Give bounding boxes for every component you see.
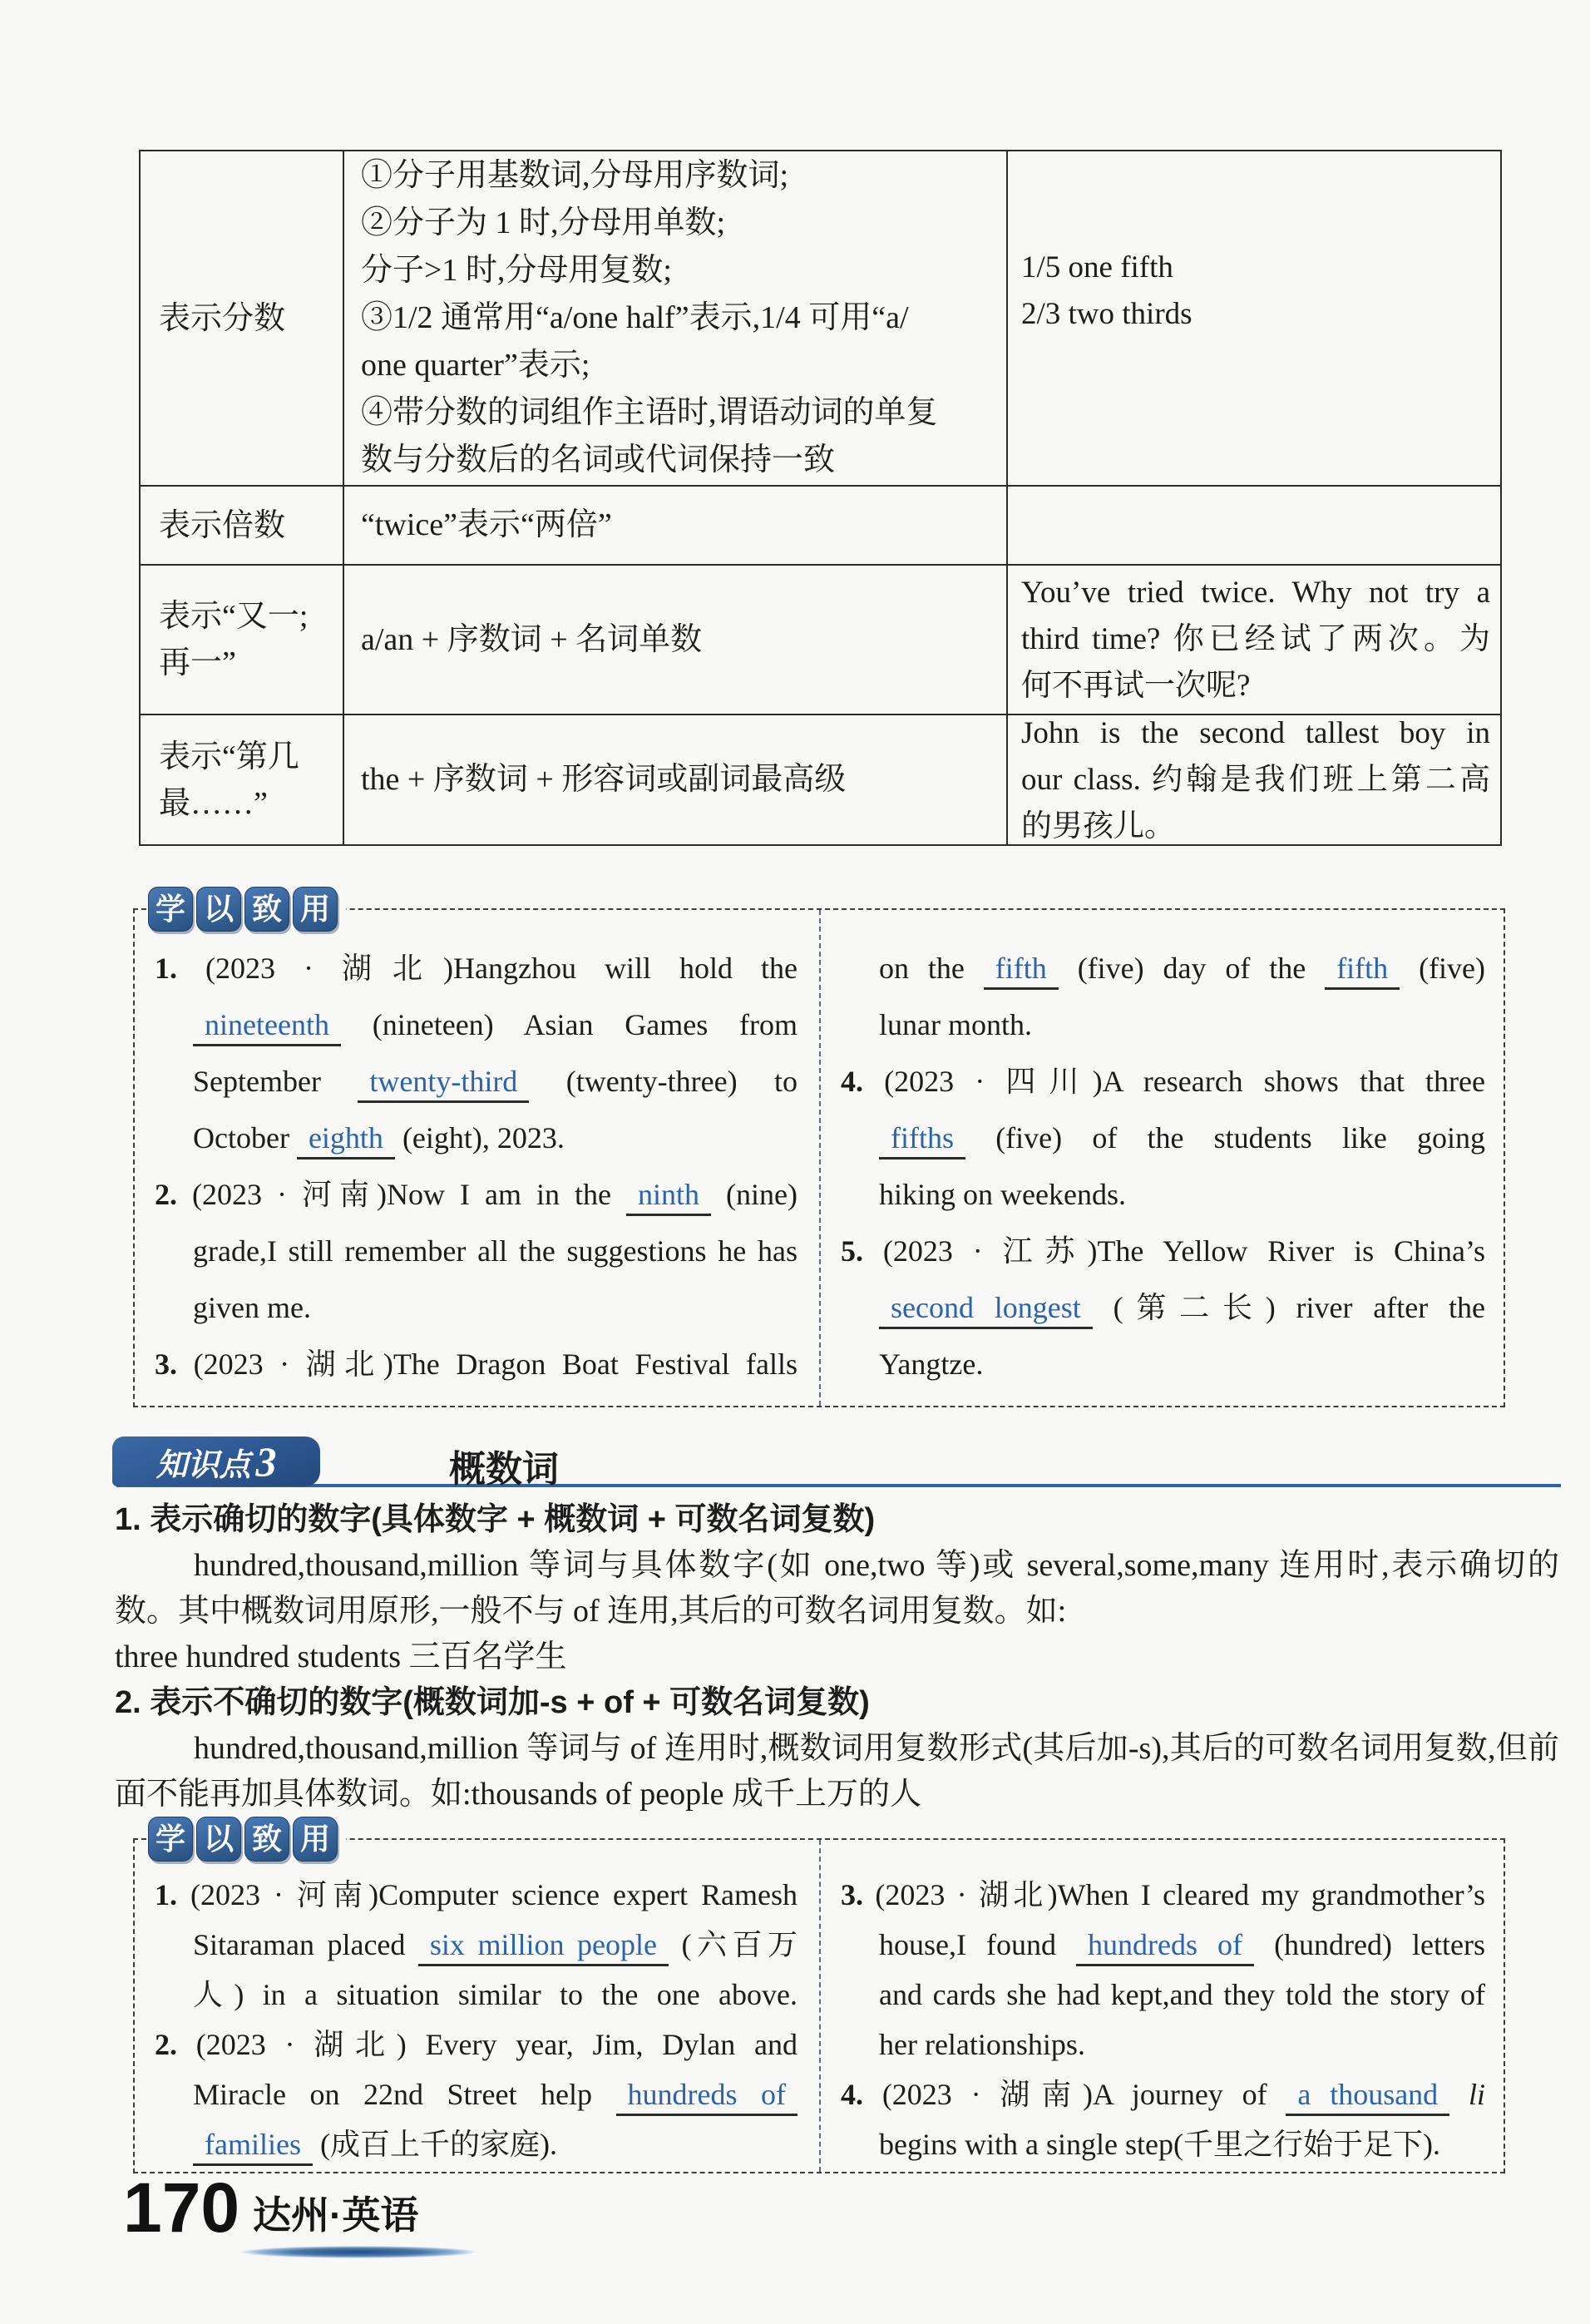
exercise-line	[155, 940, 797, 996]
apply-badge-1	[146, 883, 346, 937]
exercise-line	[155, 1166, 797, 1223]
text-run: (六百万	[681, 1928, 797, 1961]
table-rule-cell	[344, 715, 1008, 846]
answer-blank: hundreds of	[616, 2078, 798, 2116]
table-rule-cell	[344, 151, 1008, 487]
text-run: (成百上千的家庭).	[319, 2128, 557, 2161]
exercise-box-1	[133, 908, 1505, 1407]
text-run: (2023 · 四川)A research shows that three	[884, 1065, 1486, 1098]
exercise-line	[841, 1336, 1485, 1392]
cell-line: 表示分数	[159, 300, 286, 336]
knowledge-paragraph: hundred,thousand,million 等词与 of 连用时,概数词用复数形式(其后加-s),其后的可数名词用复数,但前面不能再加具体数词。如:thousands of people 成千上万的人	[115, 1731, 1559, 1812]
table-label-cell	[141, 715, 344, 846]
table-example-cell	[1008, 487, 1502, 566]
text-run: (2023 · 河南)Computer science expert Ramesh	[190, 1878, 797, 1911]
item-number: 2.	[155, 1178, 177, 1211]
cell-line: 分子>1 时,分母用复数;	[361, 253, 672, 288]
cell-line: ③1/2 通常用“a/one half”表示,1/4 可用“a/	[361, 300, 909, 335]
apply-badge-2	[146, 1813, 346, 1867]
knowledge-point-text	[115, 1497, 1559, 1817]
knowledge-point-label: 知识点	[156, 1447, 251, 1483]
text-run: (five)	[1419, 952, 1486, 985]
text-run: grade,I still remember all the suggestions he has	[193, 1234, 797, 1268]
cell-line: the + 序数词 + 形容词或副词最高级	[361, 762, 847, 797]
text-run: given me.	[193, 1291, 311, 1324]
text-run: (2023 · 江苏)The Yellow River is China’s	[882, 1234, 1486, 1268]
cell-line: 表示“第几	[159, 739, 299, 774]
cell-line: a/an + 序数词 + 名词单数	[361, 621, 703, 657]
text-run: (2023 · 湖北)When I cleared my grandmother’s	[875, 1878, 1485, 1911]
apply-badge-character: 致	[244, 887, 289, 932]
exercise-box-2	[133, 1838, 1505, 2173]
exercise-box-1-left-column	[135, 910, 819, 1406]
cell-line: 表示倍数	[159, 507, 286, 543]
text-run: 人) in a situation similar to the one above.	[193, 1978, 797, 2011]
text-run: hiking on weekends.	[879, 1178, 1126, 1211]
exercise-line	[155, 2069, 797, 2119]
exercise-box-1-right-column	[819, 910, 1504, 1406]
section-title: 概数词	[449, 1449, 559, 1490]
table-rule-cell	[344, 487, 1008, 566]
exercise-line	[155, 1970, 797, 2020]
cell-line: our class. 约翰是我们班上第二高	[1021, 762, 1490, 797]
item-number: 2.	[155, 2028, 177, 2061]
table-example-cell	[1008, 715, 1502, 846]
exercise-line	[841, 940, 1485, 996]
table-label-cell	[141, 151, 344, 487]
exercise-line	[155, 996, 797, 1053]
apply-badge-character: 学	[148, 1817, 193, 1862]
cell-line: ②分子为 1 时,分母用单数;	[361, 205, 726, 240]
text-run: (nineteen) Asian Games from	[372, 1008, 797, 1041]
item-number: 3.	[841, 1878, 863, 1911]
exercise-line	[841, 996, 1485, 1053]
exercise-line	[841, 1110, 1485, 1166]
exercise-line	[841, 2119, 1485, 2169]
cell-line: third time? 你已经试了两次。为	[1021, 622, 1490, 656]
cell-line: John is the second tallest boy in	[1021, 715, 1490, 750]
knowledge-paragraph: 2. 表示不确切的数字(概数词加-s + of + 可数名词复数)	[115, 1685, 870, 1720]
table-label-cell	[141, 487, 344, 566]
text-run: (2023 · 河南)Now I am in the	[192, 1178, 611, 1211]
cell-line: ④带分数的词组作主语时,谓语动词的单复	[361, 395, 938, 430]
text-run: begins with a single step(千里之行始于足下).	[879, 2128, 1440, 2161]
item-number: 1.	[155, 1878, 177, 1911]
text-run: (第二长) river after the	[1113, 1291, 1485, 1324]
answer-blank: a thousand	[1286, 2078, 1449, 2116]
answer-blank: eighth	[297, 1121, 395, 1160]
answer-blank: fifths	[879, 1121, 965, 1160]
apply-badge-character: 以	[196, 887, 241, 932]
text-run: house,I found	[879, 1928, 1056, 1961]
grammar-table	[139, 150, 1502, 846]
text-run: (twenty-three) to	[565, 1065, 797, 1098]
text-run: Sitaraman placed	[193, 1928, 406, 1961]
exercise-line	[155, 1053, 797, 1110]
text-run: (2023 · 湖南)A journey of	[881, 2078, 1267, 2111]
exercise-line	[155, 1870, 797, 1920]
answer-blank: families	[193, 2128, 313, 2166]
book-title: 达州·英语	[253, 2193, 419, 2237]
cell-line: 1/5 one fifth	[1021, 250, 1173, 284]
item-number: 1.	[155, 952, 177, 985]
answer-blank: twenty-third	[358, 1065, 529, 1103]
knowledge-paragraph: 1. 表示确切的数字(具体数字 + 概数词 + 可数名词复数)	[115, 1502, 876, 1537]
cell-line: “twice”表示“两倍”	[361, 507, 612, 542]
cell-line: 数与分数后的名词或代词保持一致	[361, 443, 836, 477]
footer-swoosh-decoration	[239, 2246, 477, 2258]
exercise-box-2-left-column	[135, 1840, 819, 2172]
answer-blank: second longest	[879, 1291, 1093, 1329]
text-run: and cards she had kept,and they told the story of	[879, 1978, 1485, 2011]
table-example-cell	[1008, 566, 1502, 715]
answer-blank: nineteenth	[193, 1008, 341, 1046]
exercise-box-2-right-column	[819, 1840, 1504, 2172]
cell-line: 再一”	[159, 645, 236, 680]
section-underline	[116, 1484, 1561, 1487]
exercise-line	[155, 1336, 797, 1392]
apply-badge-character: 以	[196, 1817, 241, 1862]
text-run: (five) of the students like going	[995, 1121, 1485, 1155]
text-run: (nine)	[726, 1178, 798, 1211]
apply-badge-character: 用	[293, 1817, 338, 1862]
page-number: 170	[123, 2168, 240, 2247]
italic-term: li	[1469, 2078, 1486, 2111]
answer-blank: hundreds of	[1076, 1928, 1254, 1966]
exercise-line	[155, 2119, 797, 2169]
answer-blank: fifth	[1325, 952, 1400, 990]
cell-line: 表示“又一;	[159, 599, 309, 634]
text-run: (eight), 2023.	[402, 1121, 565, 1155]
text-run: (five) day of the	[1077, 952, 1306, 985]
text-run: September	[193, 1065, 321, 1098]
cell-line: 最……”	[159, 785, 268, 821]
text-run: October	[193, 1121, 289, 1155]
cell-line: ①分子用基数词,分母用序数词;	[361, 158, 789, 193]
exercise-line	[841, 2020, 1485, 2069]
exercise-line	[155, 1110, 797, 1166]
text-run: (2023 · 湖北)Hangzhou will hold the	[205, 952, 798, 985]
exercise-line	[155, 1279, 797, 1336]
table-label-cell	[141, 566, 344, 715]
knowledge-paragraph: three hundred students 三百名学生	[115, 1639, 567, 1674]
knowledge-point-number: 3	[255, 1438, 277, 1485]
knowledge-paragraph: hundred,thousand,million 等词与具体数字(如 one,two 等)或 several,some,many 连用时,表示确切的数。其中概数词用原形,一般不与 of 连用,其后的可数名词用复数。如:	[115, 1548, 1559, 1629]
answer-blank: six million people	[418, 1928, 669, 1966]
exercise-line	[841, 1279, 1485, 1336]
item-number: 4.	[841, 1065, 863, 1098]
exercise-line	[155, 1223, 797, 1279]
exercise-line	[841, 1053, 1485, 1110]
cell-line: You’ve tried twice. Why not try a	[1021, 576, 1490, 610]
cell-line: 2/3 two thirds	[1021, 297, 1192, 331]
text-run: lunar month.	[879, 1008, 1032, 1041]
text-run: Miracle on 22nd Street help	[193, 2078, 592, 2111]
item-number: 4.	[841, 2078, 863, 2111]
exercise-line	[841, 1870, 1485, 1920]
item-number: 3.	[155, 1347, 177, 1381]
text-run: (hundred) letters	[1274, 1928, 1485, 1961]
exercise-line	[841, 1223, 1485, 1279]
exercise-line	[155, 1920, 797, 1970]
exercise-line	[841, 2069, 1485, 2119]
knowledge-point-badge	[112, 1436, 320, 1486]
exercise-line	[155, 2020, 797, 2069]
cell-line: one quarter”表示;	[361, 348, 590, 383]
answer-blank: fifth	[984, 952, 1059, 990]
answer-blank: ninth	[626, 1178, 711, 1216]
table-rule-cell	[344, 566, 1008, 715]
text-run: (2023 · 湖北) Every year, Jim, Dylan and	[195, 2028, 797, 2061]
text-run: Yangtze.	[879, 1347, 984, 1381]
exercise-line	[841, 1166, 1485, 1223]
apply-badge-character: 用	[293, 887, 338, 932]
exercise-line	[841, 1970, 1485, 2020]
apply-badge-character: 学	[148, 887, 193, 932]
item-number: 5.	[841, 1234, 863, 1268]
cell-line: 何不再试一次呢?	[1021, 669, 1251, 703]
text-run: (2023 · 湖北)The Dragon Boat Festival falls	[193, 1347, 797, 1381]
text-run: her relationships.	[879, 2028, 1085, 2061]
cell-line: 的男孩儿。	[1021, 808, 1175, 843]
apply-badge-character: 致	[244, 1817, 289, 1862]
text-run: on the	[879, 952, 965, 985]
exercise-line	[841, 1920, 1485, 1970]
table-example-cell	[1008, 151, 1502, 487]
